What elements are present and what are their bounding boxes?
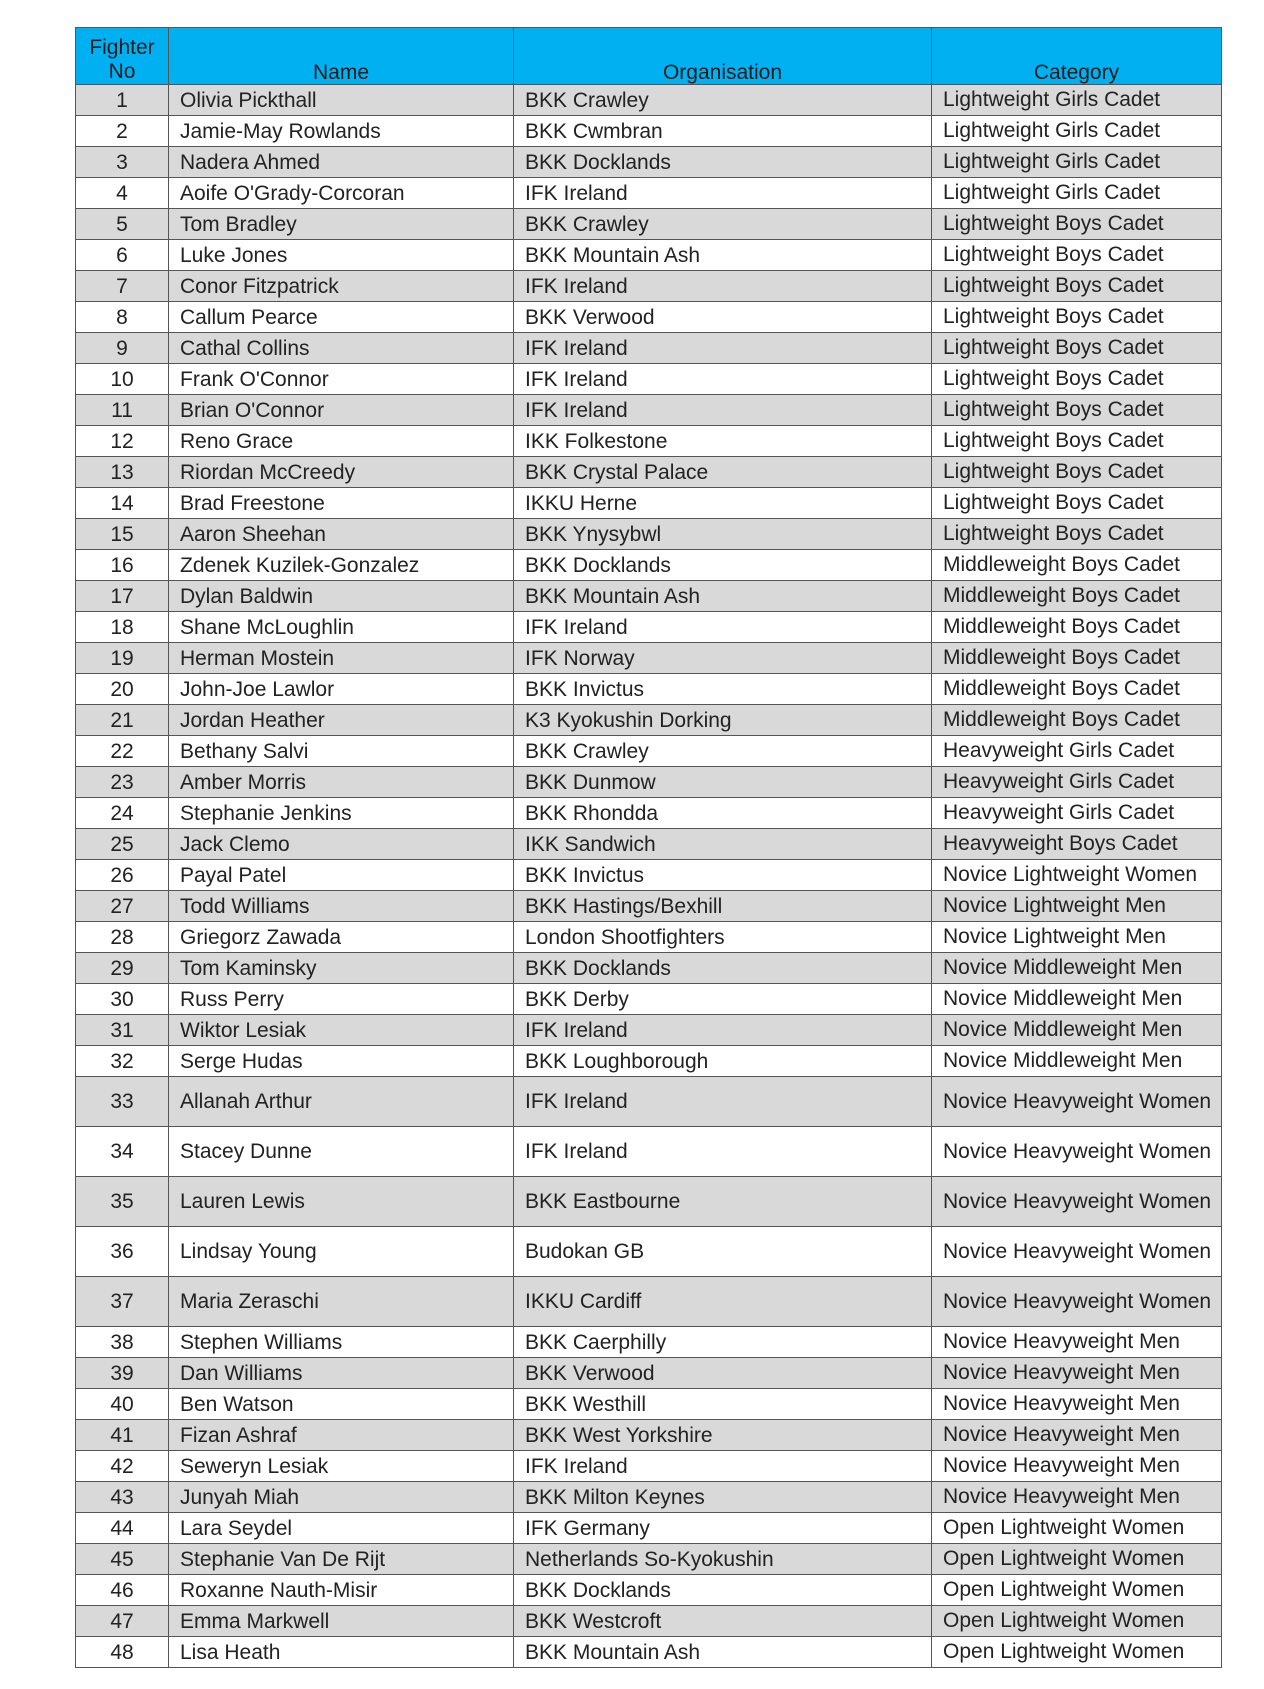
table-row [76, 643, 1222, 674]
fighter-no-cell: 24 [76, 798, 169, 829]
organisation-cell: BKK Hastings/Bexhill [514, 891, 932, 922]
category-cell: Middleweight Boys Cadet [932, 550, 1222, 581]
category-cell: Lightweight Boys Cadet [932, 209, 1222, 240]
category-cell: Heavyweight Girls Cadet [932, 736, 1222, 767]
fighter-no-cell: 17 [76, 581, 169, 612]
organisation-cell: BKK Crystal Palace [514, 457, 932, 488]
category-cell: Novice Heavyweight Men [932, 1389, 1222, 1420]
category-cell: Novice Lightweight Men [932, 922, 1222, 953]
table-row [76, 922, 1222, 953]
organisation-cell: BKK Caerphilly [514, 1327, 932, 1358]
organisation-cell: IFK Ireland [514, 364, 932, 395]
category-cell: Lightweight Boys Cadet [932, 271, 1222, 302]
fighter-name-cell: Jack Clemo [169, 829, 514, 860]
table-row [76, 426, 1222, 457]
fighter-name-cell: Lindsay Young [169, 1227, 514, 1277]
table-row [76, 736, 1222, 767]
fighter-name-cell: Payal Patel [169, 860, 514, 891]
fighter-name-cell: Ben Watson [169, 1389, 514, 1420]
table-row [76, 1015, 1222, 1046]
fighter-name-cell: Roxanne Nauth-Misir [169, 1575, 514, 1606]
fighter-name-cell: Lauren Lewis [169, 1177, 514, 1227]
organisation-cell: BKK Rhondda [514, 798, 932, 829]
table-row [76, 1327, 1222, 1358]
fighter-name-cell: Emma Markwell [169, 1606, 514, 1637]
organisation-cell: BKK Crawley [514, 736, 932, 767]
table-row [76, 1482, 1222, 1513]
table-row [76, 612, 1222, 643]
category-cell: Lightweight Boys Cadet [932, 364, 1222, 395]
organisation-cell: IFK Norway [514, 643, 932, 674]
fighter-no-cell: 1 [76, 85, 169, 116]
table-row [76, 1637, 1222, 1668]
fighter-no-cell: 2 [76, 116, 169, 147]
fighter-no-cell: 6 [76, 240, 169, 271]
organisation-cell: BKK Docklands [514, 1575, 932, 1606]
category-cell: Lightweight Boys Cadet [932, 395, 1222, 426]
table-row [76, 302, 1222, 333]
category-cell: Lightweight Girls Cadet [932, 85, 1222, 116]
table-row [76, 953, 1222, 984]
category-cell: Lightweight Boys Cadet [932, 488, 1222, 519]
table-row [76, 1575, 1222, 1606]
fighter-name-cell: Zdenek Kuzilek-Gonzalez [169, 550, 514, 581]
category-cell: Novice Lightweight Men [932, 891, 1222, 922]
fighter-name-cell: Brian O'Connor [169, 395, 514, 426]
fighter-name-cell: Stephanie Jenkins [169, 798, 514, 829]
organisation-cell: BKK Dunmow [514, 767, 932, 798]
table-row [76, 1046, 1222, 1077]
fighter-no-cell: 31 [76, 1015, 169, 1046]
organisation-cell: BKK Ynysybwl [514, 519, 932, 550]
category-cell: Novice Lightweight Women [932, 860, 1222, 891]
table-row [76, 1451, 1222, 1482]
fighter-no-cell: 30 [76, 984, 169, 1015]
header-fighter-no: Fighter No [76, 28, 169, 85]
organisation-cell: IFK Ireland [514, 395, 932, 426]
fighter-no-cell: 3 [76, 147, 169, 178]
organisation-cell: BKK Invictus [514, 860, 932, 891]
category-cell: Novice Heavyweight Women [932, 1277, 1222, 1327]
table-row [76, 1420, 1222, 1451]
category-cell: Lightweight Girls Cadet [932, 178, 1222, 209]
organisation-cell: IKKU Cardiff [514, 1277, 932, 1327]
fighter-no-cell: 33 [76, 1077, 169, 1127]
fighter-no-cell: 22 [76, 736, 169, 767]
organisation-cell: BKK Mountain Ash [514, 240, 932, 271]
category-cell: Novice Heavyweight Women [932, 1177, 1222, 1227]
category-cell: Lightweight Girls Cadet [932, 116, 1222, 147]
table-row [76, 1606, 1222, 1637]
organisation-cell: Budokan GB [514, 1227, 932, 1277]
fighter-no-cell: 10 [76, 364, 169, 395]
fighter-no-cell: 45 [76, 1544, 169, 1575]
fighter-name-cell: Aoife O'Grady-Corcoran [169, 178, 514, 209]
fighter-no-cell: 14 [76, 488, 169, 519]
fighter-name-cell: Maria Zeraschi [169, 1277, 514, 1327]
fighter-name-cell: Griegorz Zawada [169, 922, 514, 953]
fighter-name-cell: Stephen Williams [169, 1327, 514, 1358]
fighter-no-cell: 39 [76, 1358, 169, 1389]
fighter-no-cell: 18 [76, 612, 169, 643]
table-row [76, 271, 1222, 302]
header-category: Category [932, 28, 1222, 85]
header-name: Name [169, 28, 514, 85]
organisation-cell: IFK Ireland [514, 333, 932, 364]
organisation-cell: BKK Docklands [514, 550, 932, 581]
fighter-name-cell: Stacey Dunne [169, 1127, 514, 1177]
fighter-no-cell: 42 [76, 1451, 169, 1482]
organisation-cell: BKK Westhill [514, 1389, 932, 1420]
organisation-cell: BKK Cwmbran [514, 116, 932, 147]
table-row [76, 1177, 1222, 1227]
organisation-cell: IFK Ireland [514, 612, 932, 643]
fighter-name-cell: Conor Fitzpatrick [169, 271, 514, 302]
category-cell: Lightweight Boys Cadet [932, 519, 1222, 550]
organisation-cell: Netherlands So-Kyokushin [514, 1544, 932, 1575]
table-row [76, 240, 1222, 271]
fighter-name-cell: Brad Freestone [169, 488, 514, 519]
fighter-name-cell: Lara Seydel [169, 1513, 514, 1544]
table-row [76, 1077, 1222, 1127]
category-cell: Novice Heavyweight Men [932, 1358, 1222, 1389]
fighter-no-cell: 47 [76, 1606, 169, 1637]
table-row [76, 333, 1222, 364]
category-cell: Lightweight Boys Cadet [932, 333, 1222, 364]
fighter-no-cell: 36 [76, 1227, 169, 1277]
fighter-no-cell: 29 [76, 953, 169, 984]
organisation-cell: IFK Germany [514, 1513, 932, 1544]
fighter-name-cell: Shane McLoughlin [169, 612, 514, 643]
fighter-name-cell: Dan Williams [169, 1358, 514, 1389]
category-cell: Novice Heavyweight Men [932, 1327, 1222, 1358]
fighter-name-cell: John-Joe Lawlor [169, 674, 514, 705]
category-cell: Lightweight Boys Cadet [932, 240, 1222, 271]
category-cell: Lightweight Boys Cadet [932, 302, 1222, 333]
fighter-name-cell: Tom Bradley [169, 209, 514, 240]
organisation-cell: BKK Verwood [514, 1358, 932, 1389]
category-cell: Open Lightweight Women [932, 1544, 1222, 1575]
organisation-cell: BKK Westcroft [514, 1606, 932, 1637]
category-cell: Open Lightweight Women [932, 1606, 1222, 1637]
fighter-name-cell: Aaron Sheehan [169, 519, 514, 550]
table-row [76, 488, 1222, 519]
table-header [76, 28, 1222, 85]
table-row [76, 1544, 1222, 1575]
table-row [76, 1127, 1222, 1177]
table-row [76, 767, 1222, 798]
category-cell: Heavyweight Boys Cadet [932, 829, 1222, 860]
table-row [76, 1227, 1222, 1277]
fighter-no-cell: 13 [76, 457, 169, 488]
category-cell: Open Lightweight Women [932, 1575, 1222, 1606]
table-row [76, 705, 1222, 736]
category-cell: Open Lightweight Women [932, 1637, 1222, 1668]
fighter-name-cell: Herman Mostein [169, 643, 514, 674]
category-cell: Novice Heavyweight Men [932, 1482, 1222, 1513]
fighter-name-cell: Nadera Ahmed [169, 147, 514, 178]
category-cell: Open Lightweight Women [932, 1513, 1222, 1544]
table-row [76, 1513, 1222, 1544]
table-row [76, 209, 1222, 240]
fighter-name-cell: Callum Pearce [169, 302, 514, 333]
fighter-no-cell: 11 [76, 395, 169, 426]
category-cell: Lightweight Boys Cadet [932, 426, 1222, 457]
header-organisation: Organisation [514, 28, 932, 85]
fighter-no-cell: 5 [76, 209, 169, 240]
fighter-no-cell: 16 [76, 550, 169, 581]
table-row [76, 178, 1222, 209]
fighter-no-cell: 41 [76, 1420, 169, 1451]
table-row [76, 1358, 1222, 1389]
category-cell: Novice Heavyweight Women [932, 1227, 1222, 1277]
fighter-no-cell: 21 [76, 705, 169, 736]
fighter-no-cell: 20 [76, 674, 169, 705]
table-row [76, 860, 1222, 891]
header-row [76, 28, 1222, 85]
organisation-cell: London Shootfighters [514, 922, 932, 953]
fighter-name-cell: Lisa Heath [169, 1637, 514, 1668]
fighter-name-cell: Allanah Arthur [169, 1077, 514, 1127]
category-cell: Novice Middleweight Men [932, 1015, 1222, 1046]
category-cell: Heavyweight Girls Cadet [932, 767, 1222, 798]
fighter-name-cell: Frank O'Connor [169, 364, 514, 395]
organisation-cell: IFK Ireland [514, 178, 932, 209]
fighter-no-cell: 44 [76, 1513, 169, 1544]
table-row [76, 798, 1222, 829]
organisation-cell: BKK Derby [514, 984, 932, 1015]
category-cell: Novice Heavyweight Men [932, 1451, 1222, 1482]
category-cell: Middleweight Boys Cadet [932, 643, 1222, 674]
category-cell: Novice Middleweight Men [932, 1046, 1222, 1077]
organisation-cell: BKK Docklands [514, 953, 932, 984]
organisation-cell: BKK Mountain Ash [514, 1637, 932, 1668]
fighter-no-cell: 46 [76, 1575, 169, 1606]
category-cell: Lightweight Boys Cadet [932, 457, 1222, 488]
fighter-table [75, 27, 1222, 1668]
fighter-name-cell: Reno Grace [169, 426, 514, 457]
organisation-cell: BKK West Yorkshire [514, 1420, 932, 1451]
fighter-no-cell: 28 [76, 922, 169, 953]
fighter-no-cell: 37 [76, 1277, 169, 1327]
fighter-no-cell: 15 [76, 519, 169, 550]
fighter-name-cell: Riordan McCreedy [169, 457, 514, 488]
category-cell: Novice Heavyweight Women [932, 1127, 1222, 1177]
organisation-cell: IFK Ireland [514, 1127, 932, 1177]
fighter-no-cell: 7 [76, 271, 169, 302]
category-cell: Middleweight Boys Cadet [932, 674, 1222, 705]
fighter-no-cell: 32 [76, 1046, 169, 1077]
table-row [76, 1389, 1222, 1420]
organisation-cell: IFK Ireland [514, 271, 932, 302]
organisation-cell: BKK Milton Keynes [514, 1482, 932, 1513]
table-row [76, 1277, 1222, 1327]
table-row [76, 147, 1222, 178]
fighter-no-cell: 25 [76, 829, 169, 860]
organisation-cell: IFK Ireland [514, 1015, 932, 1046]
fighter-no-cell: 23 [76, 767, 169, 798]
category-cell: Novice Middleweight Men [932, 953, 1222, 984]
table-row [76, 674, 1222, 705]
fighter-no-cell: 38 [76, 1327, 169, 1358]
fighter-no-cell: 43 [76, 1482, 169, 1513]
fighter-no-cell: 19 [76, 643, 169, 674]
fighter-name-cell: Dylan Baldwin [169, 581, 514, 612]
category-cell: Novice Middleweight Men [932, 984, 1222, 1015]
fighter-name-cell: Olivia Pickthall [169, 85, 514, 116]
fighter-no-cell: 40 [76, 1389, 169, 1420]
table-row [76, 550, 1222, 581]
fighter-name-cell: Bethany Salvi [169, 736, 514, 767]
category-cell: Heavyweight Girls Cadet [932, 798, 1222, 829]
organisation-cell: BKK Docklands [514, 147, 932, 178]
category-cell: Novice Heavyweight Men [932, 1420, 1222, 1451]
category-cell: Middleweight Boys Cadet [932, 612, 1222, 643]
table-row [76, 364, 1222, 395]
table-row [76, 85, 1222, 116]
fighter-name-cell: Wiktor Lesiak [169, 1015, 514, 1046]
fighter-name-cell: Luke Jones [169, 240, 514, 271]
organisation-cell: BKK Verwood [514, 302, 932, 333]
table-row [76, 519, 1222, 550]
organisation-cell: BKK Loughborough [514, 1046, 932, 1077]
organisation-cell: BKK Eastbourne [514, 1177, 932, 1227]
fighter-name-cell: Russ Perry [169, 984, 514, 1015]
category-cell: Lightweight Girls Cadet [932, 147, 1222, 178]
fighter-name-cell: Junyah Miah [169, 1482, 514, 1513]
category-cell: Middleweight Boys Cadet [932, 705, 1222, 736]
category-cell: Novice Heavyweight Women [932, 1077, 1222, 1127]
organisation-cell: BKK Crawley [514, 85, 932, 116]
fighter-no-cell: 12 [76, 426, 169, 457]
fighter-name-cell: Jamie-May Rowlands [169, 116, 514, 147]
organisation-cell: IFK Ireland [514, 1077, 932, 1127]
fighter-name-cell: Seweryn Lesiak [169, 1451, 514, 1482]
organisation-cell: IKKU Herne [514, 488, 932, 519]
fighter-no-cell: 26 [76, 860, 169, 891]
fighter-name-cell: Serge Hudas [169, 1046, 514, 1077]
table-body [76, 85, 1222, 1668]
fighter-no-cell: 8 [76, 302, 169, 333]
organisation-cell: BKK Invictus [514, 674, 932, 705]
organisation-cell: IFK Ireland [514, 1451, 932, 1482]
table-row [76, 116, 1222, 147]
organisation-cell: BKK Crawley [514, 209, 932, 240]
table-row [76, 984, 1222, 1015]
fighter-no-cell: 9 [76, 333, 169, 364]
fighter-no-cell: 34 [76, 1127, 169, 1177]
fighter-name-cell: Amber Morris [169, 767, 514, 798]
fighter-no-cell: 4 [76, 178, 169, 209]
fighter-name-cell: Stephanie Van De Rijt [169, 1544, 514, 1575]
table-row [76, 829, 1222, 860]
organisation-cell: IKK Folkestone [514, 426, 932, 457]
fighter-name-cell: Cathal Collins [169, 333, 514, 364]
organisation-cell: K3 Kyokushin Dorking [514, 705, 932, 736]
fighter-no-cell: 35 [76, 1177, 169, 1227]
organisation-cell: BKK Mountain Ash [514, 581, 932, 612]
fighter-name-cell: Tom Kaminsky [169, 953, 514, 984]
fighter-list-sheet [75, 27, 1221, 1668]
fighter-name-cell: Jordan Heather [169, 705, 514, 736]
table-row [76, 457, 1222, 488]
table-row [76, 395, 1222, 426]
fighter-name-cell: Todd Williams [169, 891, 514, 922]
table-row [76, 891, 1222, 922]
organisation-cell: IKK Sandwich [514, 829, 932, 860]
table-row [76, 581, 1222, 612]
category-cell: Middleweight Boys Cadet [932, 581, 1222, 612]
fighter-no-cell: 48 [76, 1637, 169, 1668]
fighter-no-cell: 27 [76, 891, 169, 922]
fighter-name-cell: Fizan Ashraf [169, 1420, 514, 1451]
